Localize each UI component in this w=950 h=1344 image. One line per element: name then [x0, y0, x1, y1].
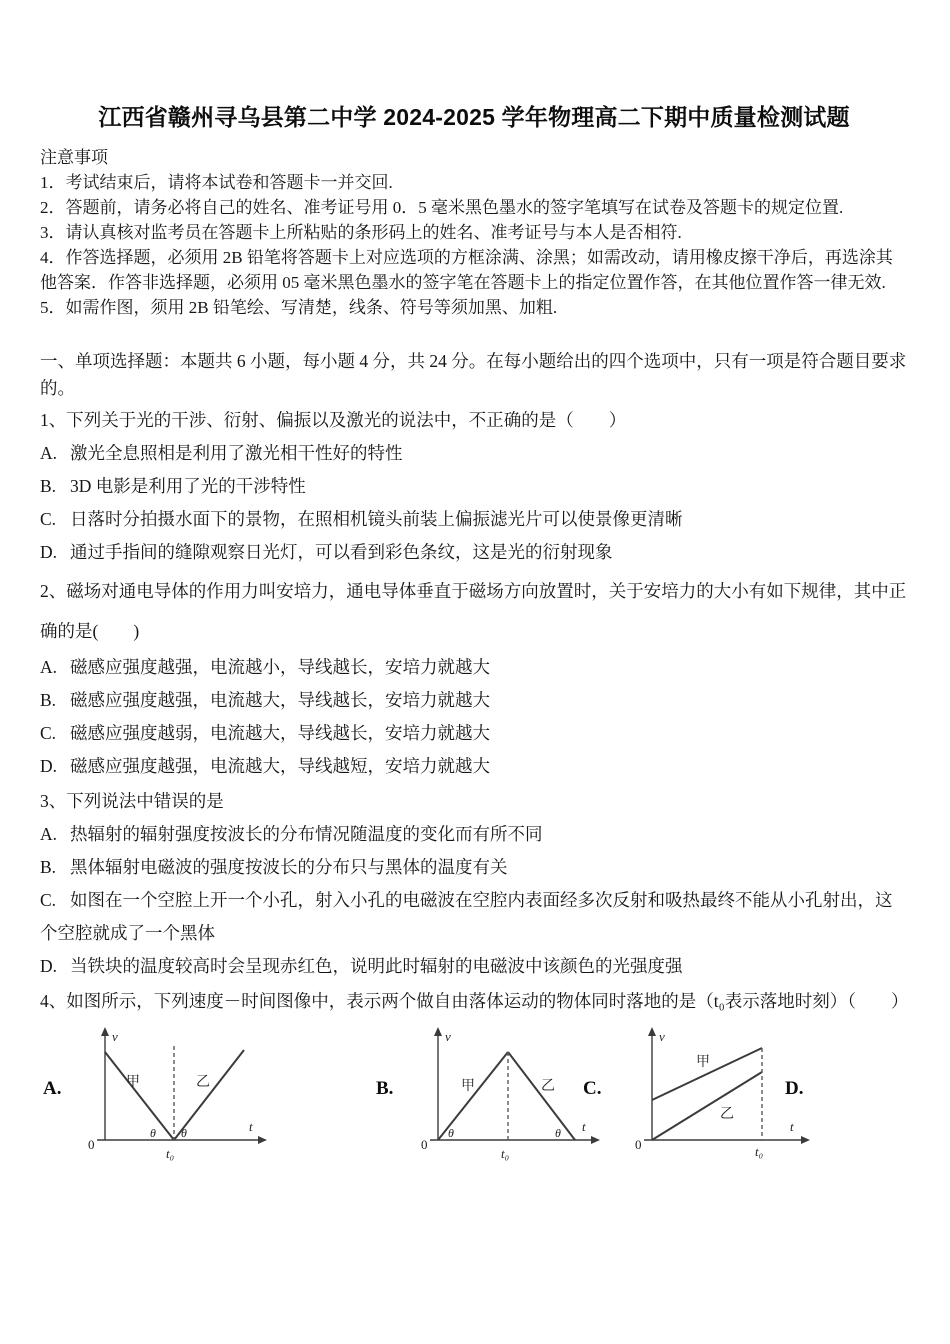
question-3-option-d: [40, 950, 908, 983]
question-1-option-c: [40, 503, 908, 536]
question-2-option-c: [40, 717, 908, 750]
section-heading: 一、单项选择题：本题共 6 小题，每小题 4 分，共 24 分。在每小题给出的四个选项中，只有一项是符合题目要求的。: [40, 351, 907, 398]
t-axis-label: t: [582, 1119, 586, 1134]
jia-curve-label: 甲: [126, 1075, 140, 1090]
option-label: C.: [40, 890, 57, 910]
question-3-option-c: [40, 884, 908, 950]
t-axis-label: t: [249, 1119, 253, 1134]
t0-label: t₀: [755, 1144, 764, 1159]
yi-line: [508, 1052, 575, 1140]
option-label: D.: [40, 956, 58, 976]
v-axis-arrow-icon: [434, 1027, 442, 1036]
t-axis-arrow-icon: [591, 1136, 600, 1144]
theta-right-label: θ: [181, 1126, 187, 1140]
figure-b-graph: [403, 1026, 603, 1166]
question-2: [40, 569, 908, 783]
question-3-option-a: [40, 818, 908, 851]
question-4-stem: 4、如图所示，下列速度－时间图像中，表示两个做自由落体运动的物体同时落地的是（t₀表示落地时刻）（ ）: [40, 991, 909, 1011]
figure-b-letter: B.: [376, 1078, 394, 1099]
yi-line: [652, 1072, 762, 1140]
v-axis-label: v: [445, 1029, 451, 1044]
question-4: [40, 983, 908, 1018]
origin-label: 0: [88, 1137, 95, 1152]
t0-label: t₀: [166, 1146, 175, 1161]
yi-curve-label: 乙: [541, 1079, 555, 1094]
t-axis-arrow-icon: [801, 1136, 810, 1144]
t-axis-label: t: [790, 1119, 794, 1134]
option-label: A.: [40, 443, 58, 463]
question-2-option-a: [40, 651, 908, 684]
question-1-option-b: [40, 470, 908, 503]
option-label: A.: [40, 657, 58, 677]
v-axis-arrow-icon: [648, 1027, 656, 1036]
option-label: D.: [40, 542, 58, 562]
notice-heading: 注意事项: [40, 148, 108, 167]
figure-c-letter: C.: [583, 1078, 602, 1099]
question-3-stem: 3、下列说法中错误的是: [40, 791, 224, 811]
figure-a-letter: A.: [43, 1078, 62, 1099]
option-text: 磁感应强度越强，电流越大，导线越短，安培力就越大: [70, 756, 490, 776]
option-label: A.: [40, 824, 58, 844]
question-2-stem: 2、磁场对通电导体的作用力叫安培力，通电导体垂直于磁场方向放置时，关于安培力的大小有如下规律，其中正确的是( ): [40, 581, 907, 641]
jia-curve-label: 甲: [461, 1079, 475, 1094]
option-label: D.: [40, 756, 58, 776]
notice-item-1: 1．考试结束后，请将本试卷和答题卡一并交回.: [40, 173, 393, 192]
option-text: 3D 电影是利用了光的干涉特性: [70, 476, 306, 496]
notice-section: [40, 145, 908, 320]
theta-right-label: θ: [555, 1126, 561, 1140]
option-label: C.: [40, 509, 57, 529]
notice-item-3: 3．请认真核对监考员在答题卡上所粘贴的条形码上的姓名、准考证号与本人是否相符.: [40, 223, 682, 242]
option-text: 黑体辐射电磁波的强度按波长的分布只与黑体的温度有关: [70, 857, 508, 877]
question-1-option-d: [40, 536, 908, 569]
t0-label: t₀: [501, 1146, 510, 1161]
question-3-option-b: [40, 851, 908, 884]
question-2-option-d: [40, 750, 908, 783]
question-2-option-b: [40, 684, 908, 717]
option-text: 磁感应强度越强，电流越大，导线越长，安培力就越大: [70, 690, 490, 710]
question-1: [40, 402, 908, 569]
origin-label: 0: [421, 1137, 428, 1152]
option-text: 当铁块的温度较高时会呈现赤红色，说明此时辐射的电磁波中该颜色的光强度强: [70, 956, 683, 976]
jia-line: [105, 1052, 174, 1140]
figure-a-graph: [70, 1026, 270, 1166]
option-text: 通过手指间的缝隙观察日光灯，可以看到彩色条纹，这是光的衍射现象: [70, 542, 613, 562]
theta-left-label: θ: [448, 1126, 454, 1140]
v-axis-label: v: [659, 1029, 665, 1044]
option-text: 热辐射的辐射强度按波长的分布情况随温度的变化而有所不同: [70, 824, 543, 844]
question-1-option-a: [40, 437, 908, 470]
page-title: 江西省赣州寻乌县第二中学 2024-2025 学年物理高二下期中质量检测试题: [98, 104, 850, 130]
option-label: B.: [40, 690, 57, 710]
jia-curve-label: 甲: [696, 1055, 710, 1070]
question-1-stem: 1、下列关于光的干涉、衍射、偏振以及激光的说法中，不正确的是（ ）: [40, 410, 627, 430]
notice-item-5: 5．如需作图，须用 2B 铅笔绘、写清楚，线条、符号等须加黑、加粗.: [40, 298, 558, 317]
notice-item-2: 2．答题前，请务必将自己的姓名、准考证号用 0．5 毫米黑色墨水的签字笔填写在试卷及答题卡的规定位置.: [40, 198, 844, 217]
question-3: [40, 783, 908, 983]
option-text: 日落时分拍摄水面下的景物，在照相机镜头前装上偏振滤光片可以使景像更清晰: [70, 509, 683, 529]
option-text: 磁感应强度越弱，电流越大，导线越长，安培力就越大: [70, 723, 490, 743]
option-text: 磁感应强度越强，电流越小，导线越长，安培力就越大: [70, 657, 490, 677]
t-axis-arrow-icon: [258, 1136, 267, 1144]
option-text: 激光全息照相是利用了激光相干性好的特性: [70, 443, 403, 463]
yi-curve-label: 乙: [720, 1107, 734, 1122]
option-label: C.: [40, 723, 57, 743]
yi-curve-label: 乙: [196, 1075, 210, 1090]
theta-left-label: θ: [150, 1126, 156, 1140]
v-axis-label: v: [112, 1029, 118, 1044]
option-label: B.: [40, 857, 57, 877]
v-axis-arrow-icon: [101, 1027, 109, 1036]
option-label: B.: [40, 476, 57, 496]
option-text: 如图在一个空腔上开一个小孔，射入小孔的电磁波在空腔内表面经多次反射和吸热最终不能从小孔射出，这个空腔就成了一个黑体: [40, 890, 893, 943]
notice-item-4: 4．作答选择题，必须用 2B 铅笔将答题卡上对应选项的方框涂满、涂黑；如需改动，请用橡皮擦干净后，再选涂其他答案．作答非选择题，必须用 05 毫米黑色墨水的签字笔在答题卡上的指定位置作答，在其他位置作答一律无效.: [40, 248, 893, 292]
origin-label: 0: [635, 1137, 642, 1152]
question-4-figures: [40, 1026, 908, 1186]
figure-d-letter: D.: [785, 1078, 804, 1099]
